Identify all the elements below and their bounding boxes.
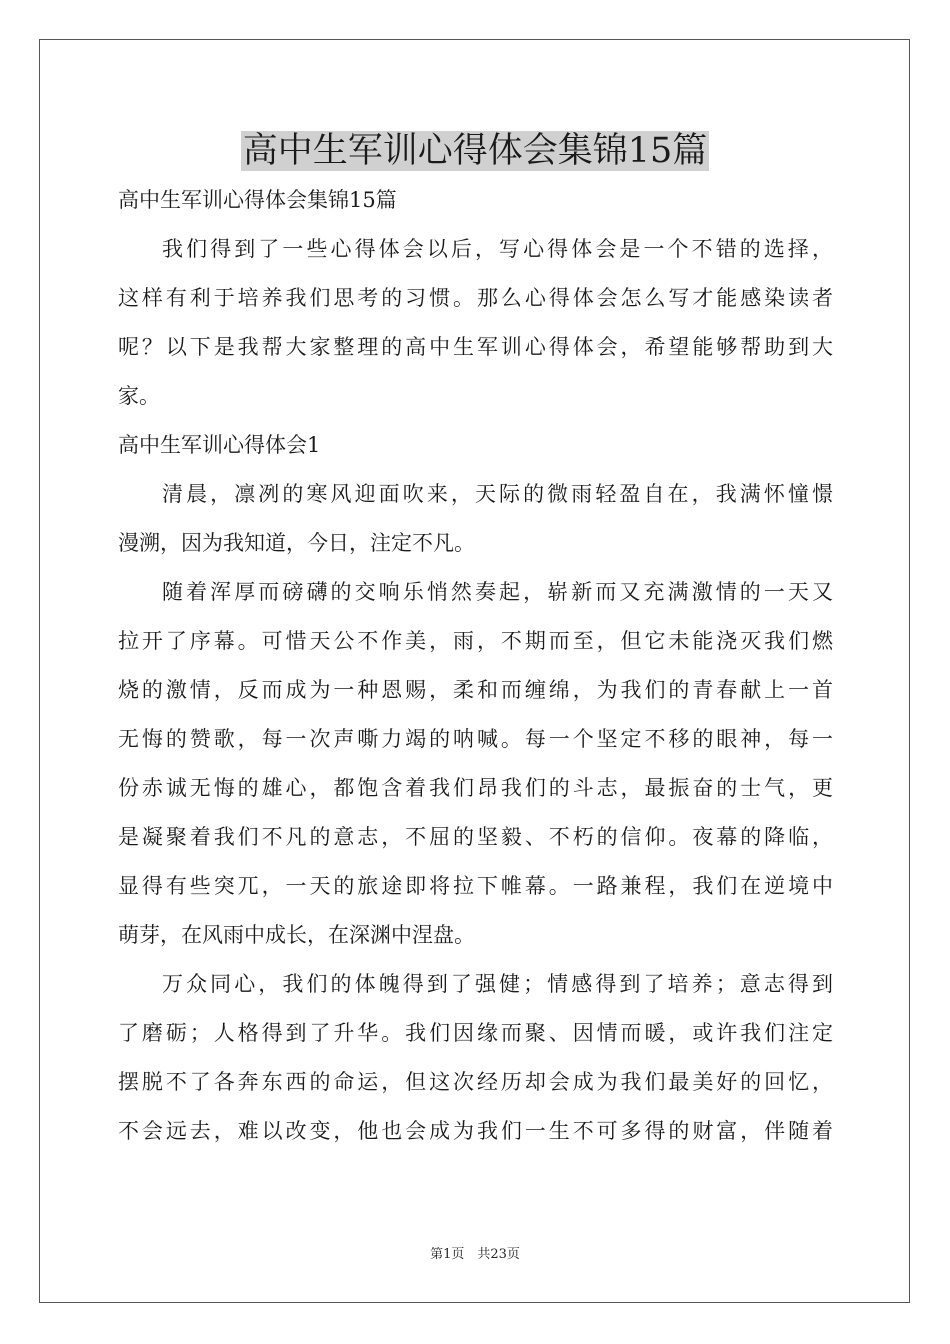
text-line: 摆脱不了各奔东西的命运，但这次经历却会成为我们最美好的回忆， — [118, 1070, 833, 1094]
document-heading — [0, 127, 950, 175]
text-line: 呢？以下是我帮大家整理的高中生军训心得体会，希望能够帮助到大 — [118, 335, 833, 359]
text-line: 是凝聚着我们不凡的意志，不屈的坚毅、不朽的信仰。夜幕的降临， — [118, 825, 833, 849]
document-body — [118, 176, 833, 1156]
page-footer: 第1页 共23页 — [430, 1247, 520, 1262]
text-line: 万众同心，我们的体魄得到了强健；情感得到了培养；意志得到 — [162, 972, 833, 996]
text-line: 显得有些突兀，一天的旅途即将拉下帷幕。一路兼程，我们在逆境中 — [118, 874, 833, 898]
text-line: 无悔的赞歌，每一次声嘶力竭的呐喊。每一个坚定不移的眼神，每一 — [118, 727, 833, 751]
text-line: 不会远去，难以改变，他也会成为我们一生不可多得的财富，伴随着 — [118, 1119, 833, 1143]
text-line: 高中生军训心得体会1 — [118, 433, 321, 457]
text-line: 烧的激情，反而成为一种恩赐，柔和而缠绵，为我们的青春献上一首 — [118, 678, 833, 702]
text-line: 漫溯，因为我知道，今日，注定不凡。 — [118, 531, 475, 555]
text-line: 了磨砺；人格得到了升华。我们因缘而聚、因情而暖，或许我们注定 — [118, 1021, 833, 1045]
text-line: 高中生军训心得体会集锦15篇 — [118, 188, 397, 212]
text-line: 拉开了序幕。可惜天公不作美，雨，不期而至，但它未能浇灭我们燃 — [118, 629, 833, 653]
text-line: 份赤诚无悔的雄心，都饱含着我们昂我们的斗志，最振奋的士气，更 — [118, 776, 833, 800]
text-line: 清晨，凛冽的寒风迎面吹来，天际的微雨轻盈自在，我满怀憧憬 — [162, 482, 833, 506]
text-line: 这样有利于培养我们思考的习惯。那么心得体会怎么写才能感染读者 — [118, 286, 833, 310]
text-line: 萌芽，在风雨中成长，在深渊中涅盘。 — [118, 923, 475, 947]
text-line: 家。 — [118, 384, 160, 408]
text-line: 随着浑厚而磅礴的交响乐悄然奏起，崭新而又充满激情的一天又 — [162, 580, 833, 604]
text-line: 我们得到了一些心得体会以后，写心得体会是一个不错的选择， — [162, 237, 833, 261]
document-heading-text: 高中生军训心得体会集锦15篇 — [242, 131, 708, 171]
